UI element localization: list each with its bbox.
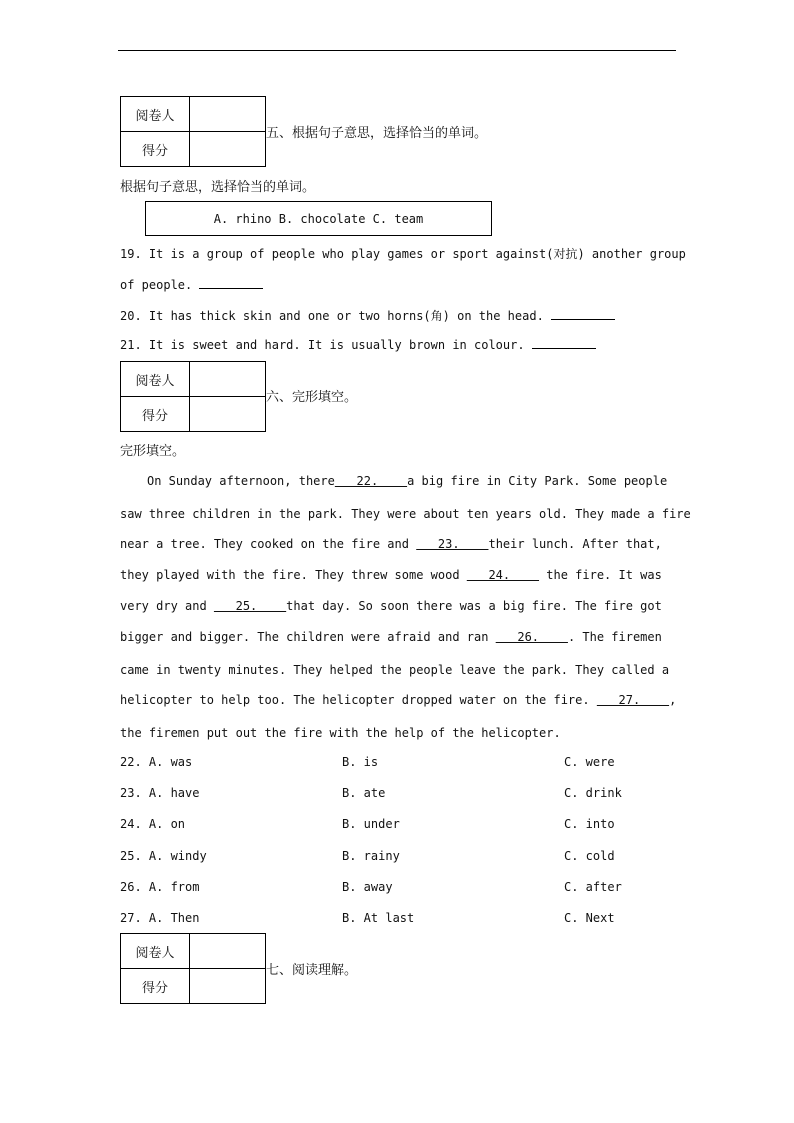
- answer-blank-19[interactable]: [199, 288, 263, 289]
- passage-line-8: helicopter to help too. The helicopter dropped water on the fire. 27. ,: [120, 693, 677, 707]
- option-22-b[interactable]: B. is: [342, 755, 379, 769]
- passage-line-4: they played with the fire. They threw some wood 24. the fire. It was: [120, 568, 662, 582]
- answer-blank-20[interactable]: [551, 319, 615, 320]
- word-bank: A. rhino B. chocolate C. team: [213, 211, 424, 226]
- score-table: [120, 933, 266, 1004]
- passage-line-9: the firemen put out the fire with the help of the helicopter.: [120, 726, 561, 740]
- blank-25[interactable]: 25.: [213, 599, 287, 613]
- option-25-b[interactable]: B. rainy: [342, 849, 400, 863]
- question-21: 21. It is sweet and hard. It is usually brown in colour.: [120, 338, 596, 352]
- blank-27[interactable]: 27.: [596, 693, 670, 707]
- score-cell[interactable]: [190, 397, 266, 432]
- score-cell[interactable]: [190, 969, 266, 1004]
- passage-line-7: came in twenty minutes. They helped the people leave the park. They called a: [120, 663, 670, 677]
- score-table: [120, 361, 266, 432]
- option-26-b[interactable]: B. away: [342, 880, 393, 894]
- option-26-a[interactable]: 26. A. from: [120, 880, 200, 894]
- passage-line-6: bigger and bigger. The children were afraid and ran 26. . The firemen: [120, 630, 662, 644]
- reviewer-cell[interactable]: [190, 362, 266, 397]
- score-label: 得分: [121, 397, 190, 432]
- score-cell[interactable]: [190, 132, 266, 167]
- option-25-a[interactable]: 25. A. windy: [120, 849, 207, 863]
- section6-title: 六、完形填空。: [266, 390, 358, 405]
- reviewer-cell[interactable]: [190, 934, 266, 969]
- passage-line-3: near a tree. They cooked on the fire and 23. their lunch. After that,: [120, 537, 662, 551]
- word-bank-box: [145, 201, 492, 236]
- reviewer-label: 阅卷人: [121, 362, 190, 397]
- blank-22[interactable]: 22.: [334, 474, 408, 488]
- passage-line-2: saw three children in the park. They were about ten years old. They made a fire: [120, 507, 691, 521]
- reviewer-label: 阅卷人: [121, 97, 190, 132]
- option-23-c[interactable]: C. drink: [564, 786, 622, 800]
- score-label: 得分: [121, 132, 190, 167]
- header-rule: [118, 50, 676, 51]
- section7-title: 七、阅读理解。: [266, 963, 358, 978]
- passage-line-5: very dry and 25. that day. So soon there was a big fire. The fire got: [120, 599, 662, 613]
- option-23-a[interactable]: 23. A. have: [120, 786, 200, 800]
- question-20: 20. It has thick skin and one or two horns(角) on the head.: [120, 307, 615, 324]
- question-19-line2: of people.: [120, 278, 263, 292]
- option-22-a[interactable]: 22. A. was: [120, 755, 193, 769]
- section5-instruction: 根据句子意思，选择恰当的单词。: [120, 180, 316, 195]
- option-22-c[interactable]: C. were: [564, 755, 615, 769]
- option-24-a[interactable]: 24. A. on: [120, 817, 186, 831]
- question-19-line1: 19. It is a group of people who play games or sport against(对抗) another group: [120, 247, 686, 261]
- score-table: [120, 96, 266, 167]
- option-25-c[interactable]: C. cold: [564, 849, 615, 863]
- blank-26[interactable]: 26.: [495, 630, 568, 644]
- option-27-b[interactable]: B. At last: [342, 911, 415, 925]
- option-27-c[interactable]: C. Next: [564, 911, 615, 925]
- option-24-c[interactable]: C. into: [564, 817, 615, 831]
- reviewer-cell[interactable]: [190, 97, 266, 132]
- section5-title: 五、根据句子意思，选择恰当的单词。: [266, 126, 488, 141]
- option-27-a[interactable]: 27. A. Then: [120, 911, 200, 925]
- option-26-c[interactable]: C. after: [564, 880, 622, 894]
- answer-blank-21[interactable]: [532, 348, 596, 349]
- passage-line-1: On Sunday afternoon, there 22. a big fire in City Park. Some people: [147, 474, 668, 488]
- blank-23[interactable]: 23.: [416, 537, 489, 551]
- option-23-b[interactable]: B. ate: [342, 786, 386, 800]
- score-label: 得分: [121, 969, 190, 1004]
- reviewer-label: 阅卷人: [121, 934, 190, 969]
- option-24-b[interactable]: B. under: [342, 817, 400, 831]
- section6-instruction: 完形填空。: [120, 444, 186, 459]
- blank-24[interactable]: 24.: [466, 568, 540, 582]
